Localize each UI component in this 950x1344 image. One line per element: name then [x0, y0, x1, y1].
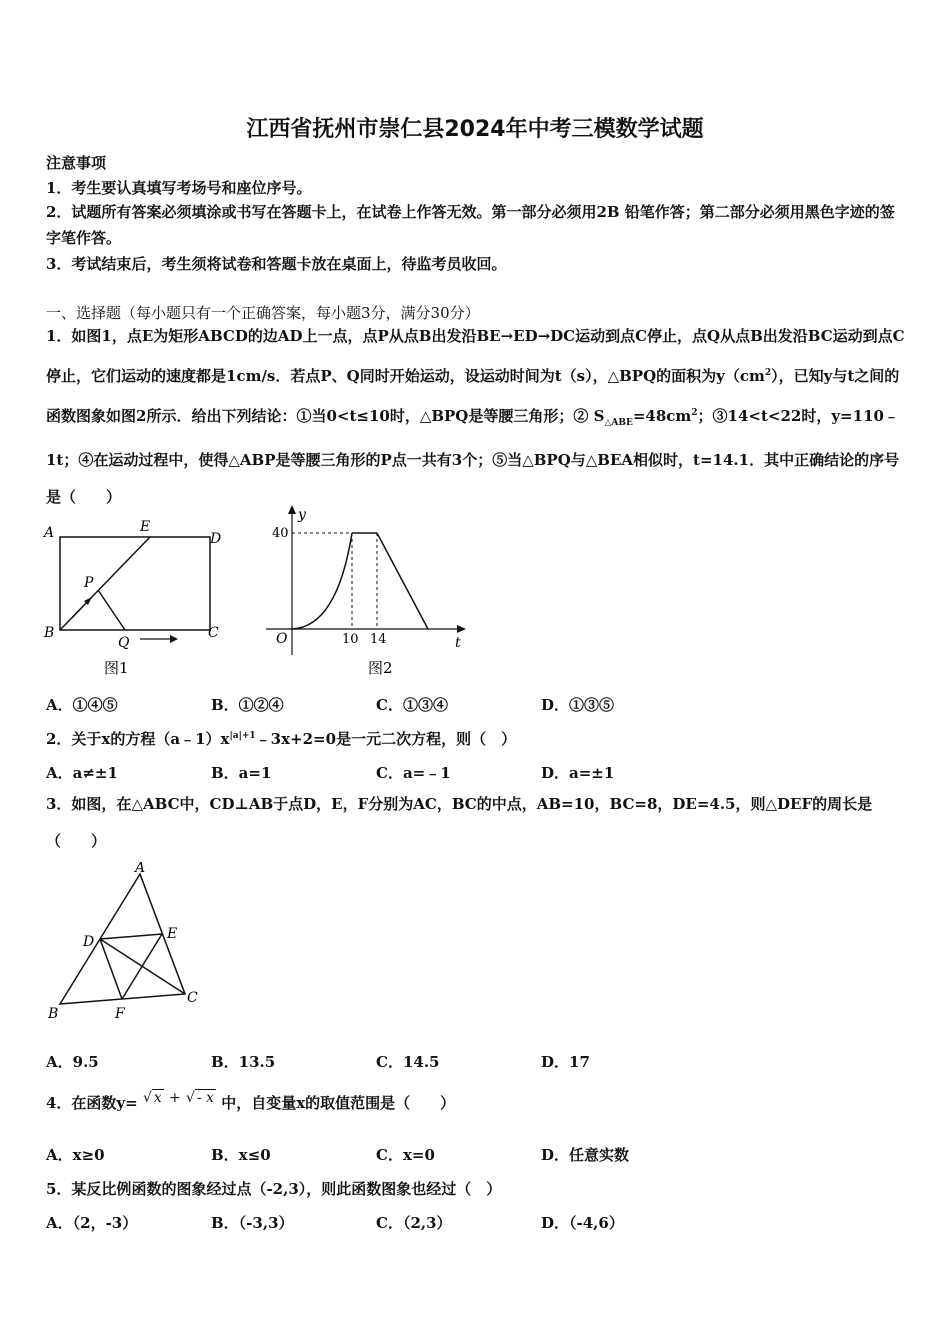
label-o: O	[276, 631, 288, 647]
q3-option-b[interactable]: B．13.5	[211, 1053, 276, 1071]
segment-de	[100, 934, 162, 939]
q2-text-part: 2．关于x的方程（a﹣1）x	[46, 730, 230, 748]
rectangle-abcd	[60, 537, 210, 630]
q5-option-d[interactable]: D．（-4,6）	[541, 1214, 624, 1232]
q2-text-part: ﹣3x+2=0是一元二次方程，则（ ）	[255, 730, 517, 748]
q3-option-a[interactable]: A．9.5	[46, 1053, 99, 1071]
q2-option-c[interactable]: C．a=﹣1	[376, 764, 451, 782]
tick-40: 40	[272, 526, 289, 541]
q1-text-part: ），已知y与t之间的函数图象如图2所示．给出下列结论：①当0<t≤10时，△BPQ是等腰三角形；② S	[46, 367, 900, 425]
figure-1-caption: 图1	[104, 659, 129, 677]
q1-text-part: ；③14<t<22时，y=110﹣1t；④在运动过程中，使得△ABP是等腰三角形的P点一共有3个；⑤当△BPQ与△BEA相似时，t=14.1．其中正确结论的序号是（ ）	[46, 407, 900, 506]
sqrt-x: √ x	[142, 1090, 162, 1106]
figure-1	[40, 515, 230, 684]
q1-option-d[interactable]: D．①③⑤	[541, 696, 615, 714]
y-axis-arrow	[288, 505, 296, 514]
q2-option-a[interactable]: A．a≠±1	[46, 764, 118, 782]
q2-option-d[interactable]: D．a=±1	[541, 764, 615, 782]
q4-option-c[interactable]: C．x=0	[376, 1146, 435, 1164]
label-a: A	[44, 525, 55, 541]
sqrt-neg-x: √ - x	[186, 1090, 214, 1106]
label-d: D	[210, 531, 222, 547]
radicand-2: - x	[196, 1090, 214, 1106]
q5-option-b[interactable]: B．（-3,3）	[211, 1214, 294, 1232]
notice-item-1: 1．考生要认真填写考场号和座位序号。	[46, 179, 312, 197]
page-title: 江西省抚州市崇仁县2024年中考三模数学试题	[246, 117, 704, 142]
q1-superscript: 2	[691, 408, 698, 418]
label-c: C	[208, 625, 219, 641]
q4-text-part: 4．在函数y=	[46, 1094, 138, 1112]
q1-option-c[interactable]: C．①③④	[376, 696, 448, 714]
label-b: B	[44, 625, 55, 641]
section-heading: 一、选择题（每小题只有一个正确答案，每小题3分，满分30分）	[46, 304, 480, 322]
q1-option-b[interactable]: B．①②④	[211, 696, 284, 714]
label-y: y	[298, 507, 306, 523]
q4-text-part: 中，自变量x的取值范围是（ ）	[221, 1094, 456, 1112]
q1-superscript: 2	[764, 368, 772, 378]
tick-14: 14	[370, 632, 387, 647]
label-a: A	[135, 862, 146, 876]
q4-option-a[interactable]: A．x≥0	[46, 1146, 105, 1164]
q2-option-b[interactable]: B．a=1	[211, 764, 272, 782]
question-5-text: 5．某反比例函数的图象经过点（-2,3），则此函数图象也经过（ ）	[46, 1180, 502, 1198]
label-b: B	[48, 1006, 59, 1022]
q4-option-b[interactable]: B．x≤0	[211, 1146, 271, 1164]
question-3-text: 3．如图，在△ABC中，CD⊥AB于点D，E，F分别为AC，BC的中点，AB=10，BC=8，DE=4.5，则△DEF的周长是（ ）	[46, 795, 873, 850]
segment-ef	[122, 934, 162, 999]
figure-2	[262, 505, 472, 684]
notice-heading: 注意事项	[46, 154, 107, 172]
question-1-text	[46, 318, 910, 516]
label-f: F	[115, 1006, 125, 1022]
tick-10: 10	[342, 632, 359, 647]
label-t: t	[455, 635, 461, 651]
question-2-text	[46, 728, 516, 749]
q1-text-part: 1．如图1，点E为矩形ABCD的边AD上一点，点P从点B出发沿BE→ED→DC运动到点C停止，点Q从点B出发沿BC运动到点C停止，它们运动的速度都是1cm/s．若点P、Q同时开始运动，设运动时间为t（s），△BPQ的面积为y（cm	[46, 327, 905, 385]
figure-3-triangle	[40, 862, 210, 1031]
graph-curve	[292, 533, 352, 629]
segment-pq	[98, 590, 125, 630]
t-axis-arrow	[457, 625, 466, 633]
q5-option-c[interactable]: C．（2,3）	[376, 1214, 452, 1232]
q5-option-a[interactable]: A．（2，-3）	[46, 1214, 138, 1232]
segment-df	[100, 939, 122, 999]
label-c: C	[187, 990, 198, 1006]
question-4-text	[46, 1090, 455, 1113]
label-e: E	[140, 519, 151, 535]
label-e: E	[167, 926, 178, 942]
q2-superscript: |a|+1	[229, 731, 256, 741]
q1-text-part: =48cm	[632, 407, 692, 425]
q4-option-d[interactable]: D．任意实数	[541, 1146, 630, 1164]
plus-sign: +	[169, 1090, 181, 1106]
notice-item-2: 2．试题所有答案必须填涂或书写在答题卡上，在试卷上作答无效。第一部分必须用2B 铅笔作答；第二部分必须用黑色字迹的签字笔作答。	[46, 203, 895, 247]
graph-decline	[377, 533, 428, 629]
q3-option-d[interactable]: D．17	[541, 1053, 590, 1071]
q1-option-a[interactable]: A．①④⑤	[46, 696, 118, 714]
q3-option-c[interactable]: C．14.5	[376, 1053, 440, 1071]
notice-item-3: 3．考试结束后，考生须将试卷和答题卡放在桌面上，待监考员收回。	[46, 255, 507, 273]
radicand-1: x	[153, 1090, 162, 1106]
label-p: P	[84, 575, 94, 591]
q1-subscript: △ABE	[604, 418, 633, 428]
figure-2-caption: 图2	[368, 659, 393, 677]
label-d: D	[83, 934, 95, 950]
arrow-q-head	[170, 635, 178, 643]
label-q: Q	[118, 635, 130, 651]
